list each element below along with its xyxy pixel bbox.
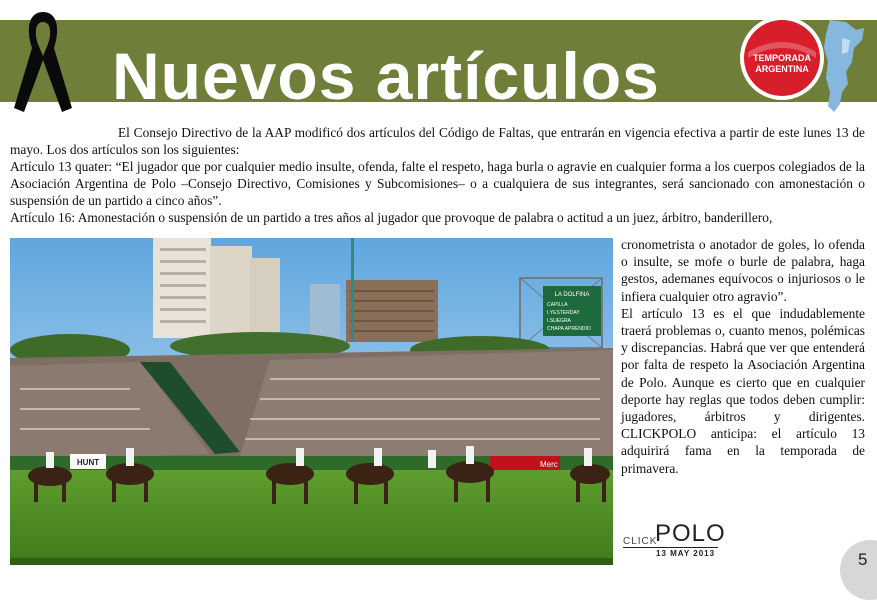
ad-board-left: HUNT (76, 458, 100, 467)
scoreboard-row: CAPILLA (547, 302, 568, 308)
brand-click: CLICK (623, 536, 658, 547)
seal-text: TEMPORADA ARGENTINA (753, 53, 811, 74)
article-13-text: Artículo 13 quater: “El jugador que por cualquier medio insulte, ofenda, falte el respeto, haga burla o agravie en cualquier forma a los cuerpos colegiados de la Asociación Argentina de Polo –Consejo Directivo, Comisiones y Subcomisiones– o a cualquiera de sus integrantes, será sancionado con amonestación o suspensión de un partido a cinco años”. (10, 159, 865, 208)
article-intro: El Consejo Directivo de la AAP modificó dos artículos del Código de Faltas, que entrarán en vigencia efectiva a partir de este lunes 13 de mayo. Los dos artículos son los siguientes: (10, 125, 865, 157)
page-number-badge (840, 540, 877, 600)
brand-divider (623, 547, 718, 548)
brand-polo: POLO (655, 520, 726, 547)
article-16-continued: cronometrista o anotador de goles, lo ofenda o insulte, se mofe o burle de palabra, haga gestos, ademanes equívocos o injuriosos o le infiera cualquier otro agravio”. (621, 237, 865, 304)
scoreboard-row: I.YESTERDAY (547, 310, 580, 316)
article-sidebar-text (621, 236, 865, 477)
scoreboard-title: LA DOLFINA (554, 292, 590, 298)
scoreboard-row: CHAPA APRENDIO (547, 326, 591, 332)
ad-board-right: Merc (540, 460, 558, 469)
article-16-text: Artículo 16: Amonestación o suspensión de un partido a tres años al jugador que provoque de palabra o actitud a un juez, árbitro, banderillero, (10, 210, 773, 225)
scoreboard-row: I.SUEGRA (547, 318, 571, 324)
mourning-ribbon-icon (10, 8, 76, 116)
clickpolo-logo (623, 520, 743, 560)
issue-date: 13 MAY 2013 (656, 549, 716, 558)
article-body (10, 124, 865, 226)
page-title: Nuevos artículos (112, 39, 660, 113)
article-closing: El artículo 13 es el que indudablemente traerá problemas o, cuanto menos, polémicas y discrepancias. Habrá que ver que entenderá por falta de respeto la Asociación Argentina de Polo. Aunque es cierto que en cualquier deporte hay reglas que todos deben cumplir: jugadores, árbitros y dirigentes. CLICKPOLO anticipa: el artículo 13 adquirirá fama en la temporada de primavera. (621, 305, 865, 476)
polo-match-photo (10, 238, 613, 565)
page-number: 5 (858, 550, 868, 569)
